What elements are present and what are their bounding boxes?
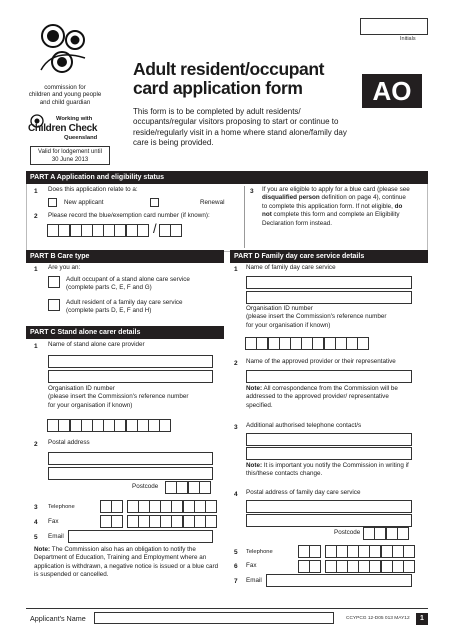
part-c-q3-text: Telephone [48,504,75,510]
part-d-q5-num: 5 [234,549,238,556]
footer-rule [26,608,428,609]
card-number-field[interactable] [48,224,149,237]
part-a-q3-text: If you are eligible to apply for a blue card (please see disqualified person definition on page 4), continue to complete this application form. If not eligible, do not complete this form and complete an Eligibility Declaration form instead. [262,186,410,227]
valid-until: Valid for lodgement until 30 June 2013 [30,146,110,165]
part-d-email-field[interactable] [266,574,412,587]
part-d-q6-text: Fax [246,562,257,569]
applicant-name-field[interactable] [94,612,334,624]
approved-provider-line1[interactable] [246,370,412,383]
family-day-care-name-line1[interactable] [246,276,412,289]
new-applicant-label: New applicant [64,199,104,206]
part-c-q5-num: 5 [34,534,38,541]
part-c-postcode-field[interactable] [166,481,211,494]
part-c-note: Note: The Commission also has an obligation to notify the Department of Education, Training and Employment where an application is withdrawn, a negative notice is issued or a blue card is suspended or cancelled. [34,546,219,579]
part-d-q1-num: 1 [234,266,238,273]
part-d-q7-num: 7 [234,578,238,585]
part-c-postal-line1[interactable] [48,452,213,465]
additional-contact-line1[interactable] [246,433,412,446]
part-d-org-id-field[interactable] [246,337,369,350]
part-c-q4-num: 4 [34,519,38,526]
blue-card-logo: Working with Children Check Queensland [28,116,98,141]
page-number: 1 [416,613,428,625]
part-a-q1-num: 1 [34,188,38,195]
part-c-telephone-field[interactable] [101,500,217,513]
renewal-label: Renewal [200,199,225,206]
family-day-care-name-line2[interactable] [246,291,412,304]
part-d-postcode-label: Postcode [334,529,361,536]
part-a-header: PART A Application and eligibility status [26,171,428,184]
new-applicant-checkbox[interactable] [48,198,57,207]
part-d-postal-line2[interactable] [246,514,412,527]
part-d-q1-text: Name of family day care service [246,264,336,271]
initials-label: Initials [400,36,416,42]
part-b-header: PART B Care type [26,250,224,263]
applicant-name-label: Applicant's Name [30,614,86,623]
additional-contact-line2[interactable] [246,447,412,460]
part-d-telephone-field[interactable] [299,545,415,558]
part-d-postcode-field[interactable] [364,527,409,540]
part-d-q6-num: 6 [234,563,238,570]
part-c-q1-num: 1 [34,343,38,350]
part-c-q1-text: Name of stand alone care provider [48,341,145,348]
part-c-postal-line2[interactable] [48,467,213,480]
part-a-q2-text: Please record the blue/exemption card number (if known): [48,212,210,219]
part-d-q2-text: Name of the approved provider or their representative [246,358,396,365]
part-c-org-id-label: Organisation ID number (please insert the Commission's reference number for your organisation if known) [48,385,189,409]
part-c-email-field[interactable] [68,530,213,543]
stand-alone-occupant-checkbox[interactable] [48,276,60,288]
part-a-q3-num: 3 [250,188,254,195]
card-number-suffix-field[interactable] [160,224,182,237]
part-d-org-id-label: Organisation ID number (please insert the Commission's reference number for your organisation if known) [246,305,387,329]
footer-code: CCYPCG 12-D05 013 MAY12 [346,616,410,621]
part-c-postcode-label: Postcode [132,483,159,490]
part-d-q3-text: Additional authorised telephone contact/s [246,422,362,429]
part-c-fax-field[interactable] [101,515,217,528]
part-c-org-id-field[interactable] [48,419,171,432]
stand-alone-provider-name-line1[interactable] [48,355,213,368]
part-c-q5-text: Email [48,533,64,540]
part-d-note2: Note: It is important you notify the Commission in writing if this/these contacts change. [246,462,409,478]
part-d-q7-text: Email [246,577,262,584]
renewal-checkbox[interactable] [150,198,159,207]
form-intro: This form is to be completed by adult residents/ occupants/regular visitors proposing to start or continue to reside/regularly visit in a home where stand alone/family day care is being provided. [133,107,347,148]
part-d-q4-text: Postal address of family day care service [246,489,361,496]
part-d-header: PART D Family day care service details [230,250,428,263]
part-c-q4-text: Fax [48,518,59,525]
stand-alone-provider-name-line2[interactable] [48,370,213,383]
part-d-q2-num: 2 [234,360,238,367]
part-d-q4-num: 4 [234,491,238,498]
part-a-divider [244,186,245,248]
stand-alone-occupant-label: Adult occupant of a stand alone care service (complete parts C, E, F and G) [66,276,190,292]
part-d-note1: Note: All correspondence from the Commission will be addressed to the approved provider/ representative specified. [246,385,398,409]
part-c-q3-num: 3 [34,504,38,511]
part-c-q2-text: Postal address [48,439,90,446]
part-a-q1-text: Does this application relate to a: [48,186,138,193]
part-a-q2-num: 2 [34,213,38,220]
part-b-q1-num: 1 [34,266,38,273]
initials-box[interactable] [360,18,428,35]
family-day-care-resident-label: Adult resident of a family day care service (complete parts D, E, F and H) [66,299,183,315]
commission-logo [33,18,95,80]
part-c-q2-num: 2 [34,441,38,448]
part-d-q5-text: Telephone [246,549,273,555]
part-b-q1-text: Are you an: [48,264,81,271]
part-d-q3-num: 3 [234,424,238,431]
org-name: commission for children and young people and child guardian [28,84,102,106]
card-number-slash: / [153,221,157,236]
part-d-postal-line1[interactable] [246,500,412,513]
form-title: Adult resident/occupant card application form [133,59,325,98]
family-day-care-resident-checkbox[interactable] [48,299,60,311]
form-code-badge: AO [362,74,422,108]
part-c-header: PART C Stand alone carer details [26,326,224,339]
part-d-fax-field[interactable] [299,560,415,573]
